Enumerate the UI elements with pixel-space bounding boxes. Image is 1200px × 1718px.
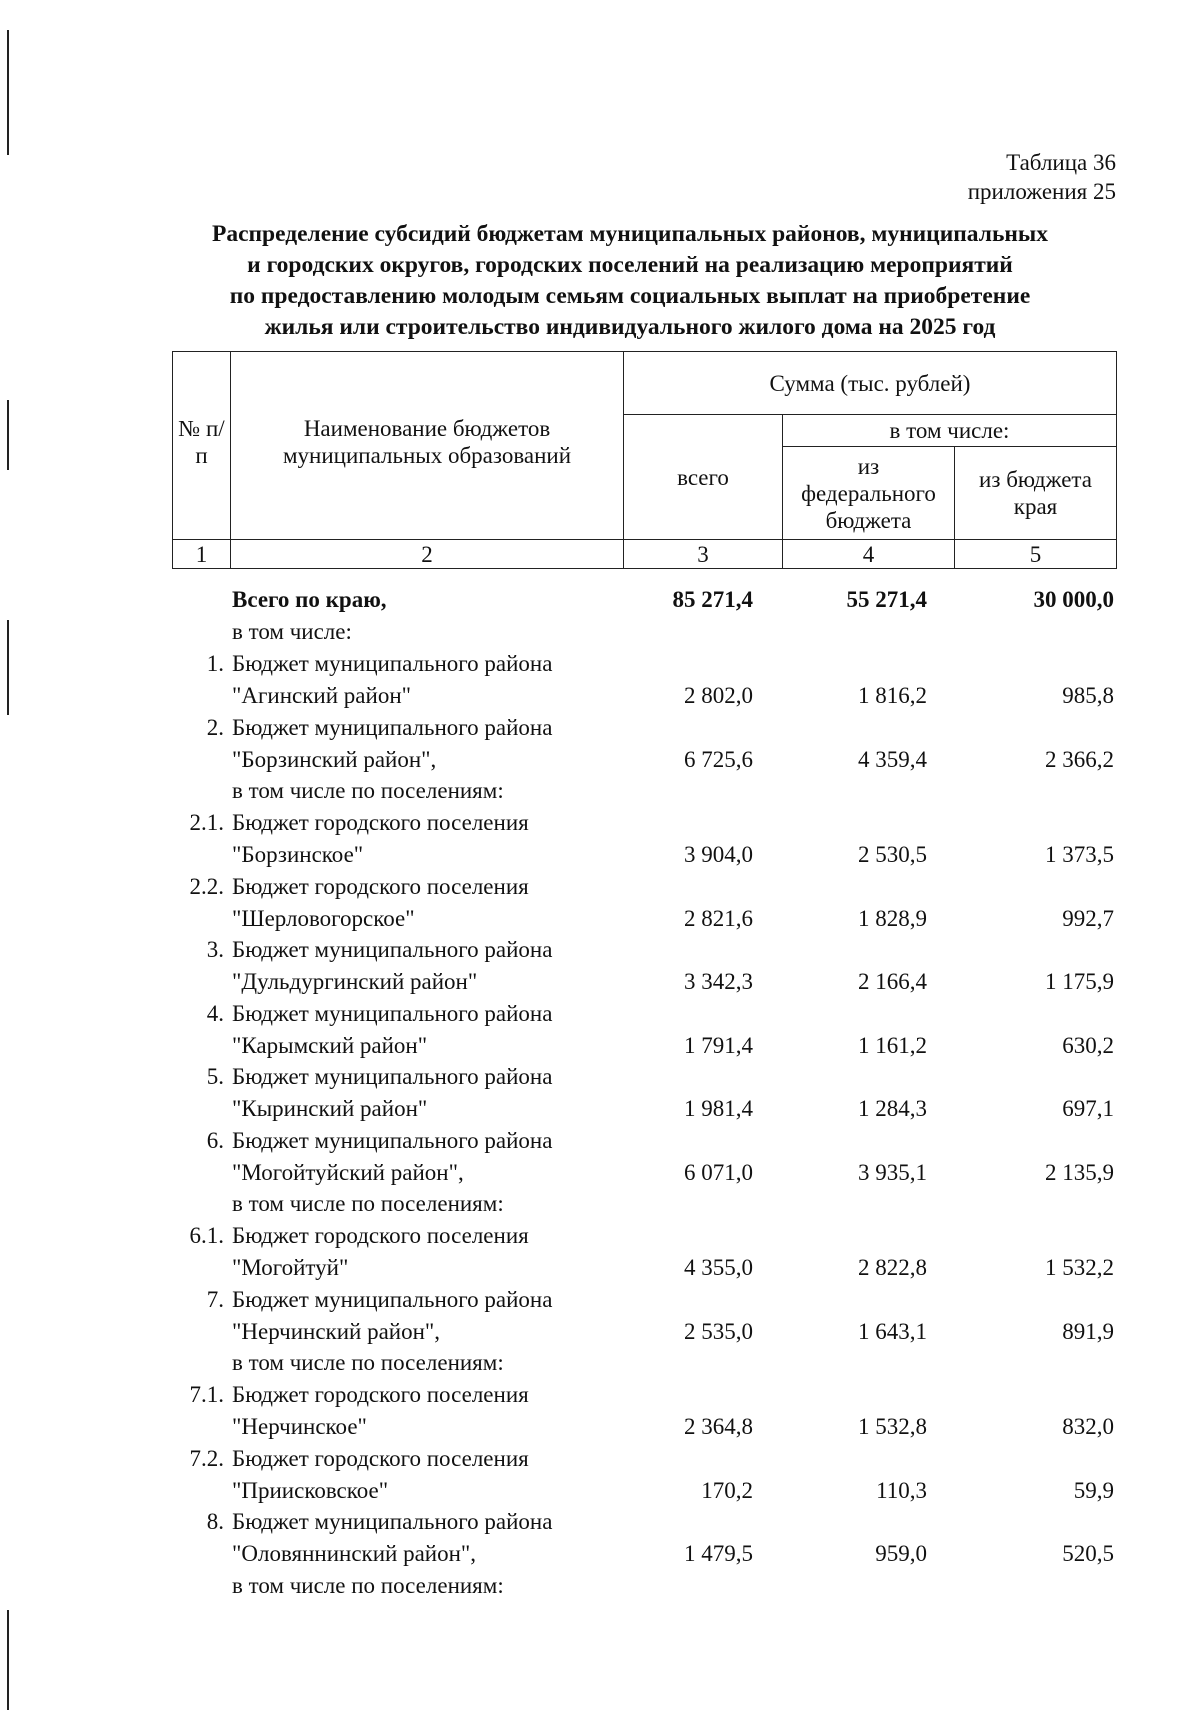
col-index: 3 [624, 540, 783, 569]
row-total: 2 802,0 [684, 683, 753, 708]
table-row [172, 1570, 1116, 1602]
scan-margin-line [7, 620, 9, 715]
table-row [172, 934, 1116, 998]
row-regional: 2 366,2 [1045, 746, 1114, 772]
row-federal: 1 828,9 [858, 905, 927, 931]
title-line: по предоставлению молодым семьям социальных выплат на приобретение [229, 283, 1031, 309]
row-number: 4. [206, 1000, 224, 1026]
table-row [172, 1347, 1116, 1379]
scan-margin-line [7, 30, 9, 155]
row-name: Бюджет муниципального района "Карымский район" [232, 1000, 553, 1058]
row-federal: 1 816,2 [858, 683, 927, 708]
row-regional: 59,9 [1073, 1477, 1114, 1503]
row-regional: 832,0 [1062, 1414, 1114, 1439]
row-name: Бюджет муниципального района "Борзинский район", [232, 714, 553, 772]
row-federal: 3 935,1 [858, 1159, 927, 1185]
row-federal: 1 161,2 [858, 1032, 927, 1058]
row-name: Бюджет городского поселения "Шерловогорское" [232, 873, 529, 931]
table-row [172, 1443, 1116, 1507]
row-federal: 2 822,8 [858, 1255, 927, 1280]
row-regional: 992,7 [1062, 905, 1114, 931]
row-federal: 1 284,3 [858, 1096, 927, 1121]
header-regional: из бюджета края [955, 447, 1117, 540]
row-total: 6 725,6 [684, 746, 753, 772]
table-row [172, 1284, 1116, 1348]
row-total: 3 904,0 [684, 842, 753, 867]
table-label: Таблица 36 [1006, 150, 1116, 175]
title-line: Распределение субсидий бюджетам муниципальных районов, муниципальных [211, 221, 1049, 247]
row-name: Бюджет муниципального района "Агинский район" [232, 651, 553, 708]
row-name: Бюджет муниципального района "Оловяннинский район", [232, 1509, 553, 1566]
header-including: в том числе: [783, 415, 1117, 447]
row-name: Бюджет муниципального района "Нерчинский район", [232, 1286, 553, 1344]
row-regional: 1 373,5 [1045, 842, 1114, 867]
row-total: 1 981,4 [684, 1096, 753, 1121]
row-regional: 520,5 [1062, 1541, 1114, 1566]
scan-margin-line [7, 1610, 9, 1710]
header-name: Наименование бюджетов муниципальных образований [231, 352, 624, 540]
row-number: 7.1. [189, 1382, 224, 1407]
row-total: 2 821,6 [684, 905, 753, 931]
row-federal: 55 271,4 [846, 587, 927, 612]
header-num: № п/п [173, 352, 231, 540]
row-total: 1 791,4 [684, 1032, 753, 1058]
row-number: 2.1. [189, 810, 224, 835]
row-name: Бюджет городского поселения "Приисковское" [232, 1445, 529, 1503]
row-total: 1 479,5 [684, 1541, 753, 1566]
row-federal: 2 166,4 [858, 969, 927, 994]
table-row [172, 584, 1116, 616]
row-name: Бюджет городского поселения "Борзинское" [232, 810, 529, 867]
col-index: 4 [783, 540, 955, 569]
header-total: всего [624, 415, 783, 540]
table-row [172, 1379, 1116, 1443]
document-title [150, 219, 1110, 343]
row-number: 2. [206, 714, 224, 740]
row-name: в том числе по поселениям: [232, 1350, 504, 1375]
table-row [172, 616, 1116, 648]
row-name: в том числе: [232, 619, 352, 644]
row-name: в том числе по поселениям: [232, 1572, 504, 1598]
row-federal: 4 359,4 [858, 746, 927, 772]
row-federal: 2 530,5 [858, 842, 927, 867]
row-number: 6. [206, 1127, 224, 1153]
row-name: Бюджет муниципального района "Могойтуйский район", [232, 1127, 553, 1185]
row-regional: 2 135,9 [1045, 1159, 1114, 1185]
row-total: 6 071,0 [684, 1159, 753, 1185]
title-line: жилья или строительство индивидуального жилого дома на 2025 год [264, 314, 996, 340]
row-number: 3. [206, 937, 224, 962]
row-name: Бюджет городского поселения "Могойтуй" [232, 1223, 529, 1280]
table-row [172, 1220, 1116, 1284]
table-reference [968, 148, 1116, 206]
header-federal: из федерального бюджета [783, 447, 955, 540]
table-row [172, 1188, 1116, 1220]
row-federal: 959,0 [875, 1541, 927, 1566]
table-row [172, 871, 1116, 935]
row-federal: 1 643,1 [858, 1318, 927, 1344]
row-number: 7. [206, 1286, 224, 1312]
row-total: 3 342,3 [684, 969, 753, 994]
row-regional: 1 532,2 [1045, 1255, 1114, 1280]
row-number: 8. [206, 1509, 224, 1534]
row-number: 2.2. [189, 873, 224, 899]
table-row [172, 1506, 1116, 1570]
row-regional: 891,9 [1062, 1318, 1114, 1344]
table-row [172, 775, 1116, 807]
header-sum: Сумма (тыс. рублей) [624, 352, 1117, 415]
appendix-label: приложения 25 [967, 179, 1116, 204]
row-name: Бюджет муниципального района "Дульдургинский район" [232, 937, 553, 994]
row-name: Бюджет муниципального района "Кыринский район" [232, 1064, 553, 1121]
title-line: и городских округов, городских поселений на реализацию мероприятий [247, 252, 1013, 278]
row-name: Бюджет городского поселения "Нерчинское" [232, 1382, 529, 1439]
row-regional: 30 000,0 [1033, 587, 1114, 612]
table-row [172, 807, 1116, 871]
row-regional: 630,2 [1062, 1032, 1114, 1058]
table-row [172, 712, 1116, 776]
table-row [172, 998, 1116, 1062]
table-body [172, 584, 1116, 1602]
row-total: 2 364,8 [684, 1414, 753, 1439]
table-row [172, 1061, 1116, 1125]
row-number: 5. [206, 1064, 224, 1089]
row-total: 4 355,0 [684, 1255, 753, 1280]
row-regional: 1 175,9 [1045, 969, 1114, 994]
row-federal: 110,3 [876, 1477, 927, 1503]
row-name: Всего по краю, [232, 587, 387, 612]
row-federal: 1 532,8 [858, 1414, 927, 1439]
scan-margin-line [7, 400, 9, 470]
col-index: 1 [173, 540, 231, 569]
row-name: в том числе по поселениям: [232, 1191, 504, 1216]
table-row [172, 648, 1116, 712]
col-index: 2 [231, 540, 624, 569]
row-total: 2 535,0 [684, 1318, 753, 1344]
row-name: в том числе по поселениям: [232, 778, 504, 803]
row-regional: 985,8 [1062, 683, 1114, 708]
table-row [172, 1125, 1116, 1189]
row-number: 6.1. [189, 1223, 224, 1248]
col-index: 5 [955, 540, 1117, 569]
row-total: 170,2 [701, 1477, 753, 1503]
row-regional: 697,1 [1062, 1096, 1114, 1121]
row-number: 7.2. [189, 1445, 224, 1471]
row-total: 85 271,4 [672, 587, 753, 612]
table-header [172, 351, 1117, 569]
row-number: 1. [206, 651, 224, 676]
